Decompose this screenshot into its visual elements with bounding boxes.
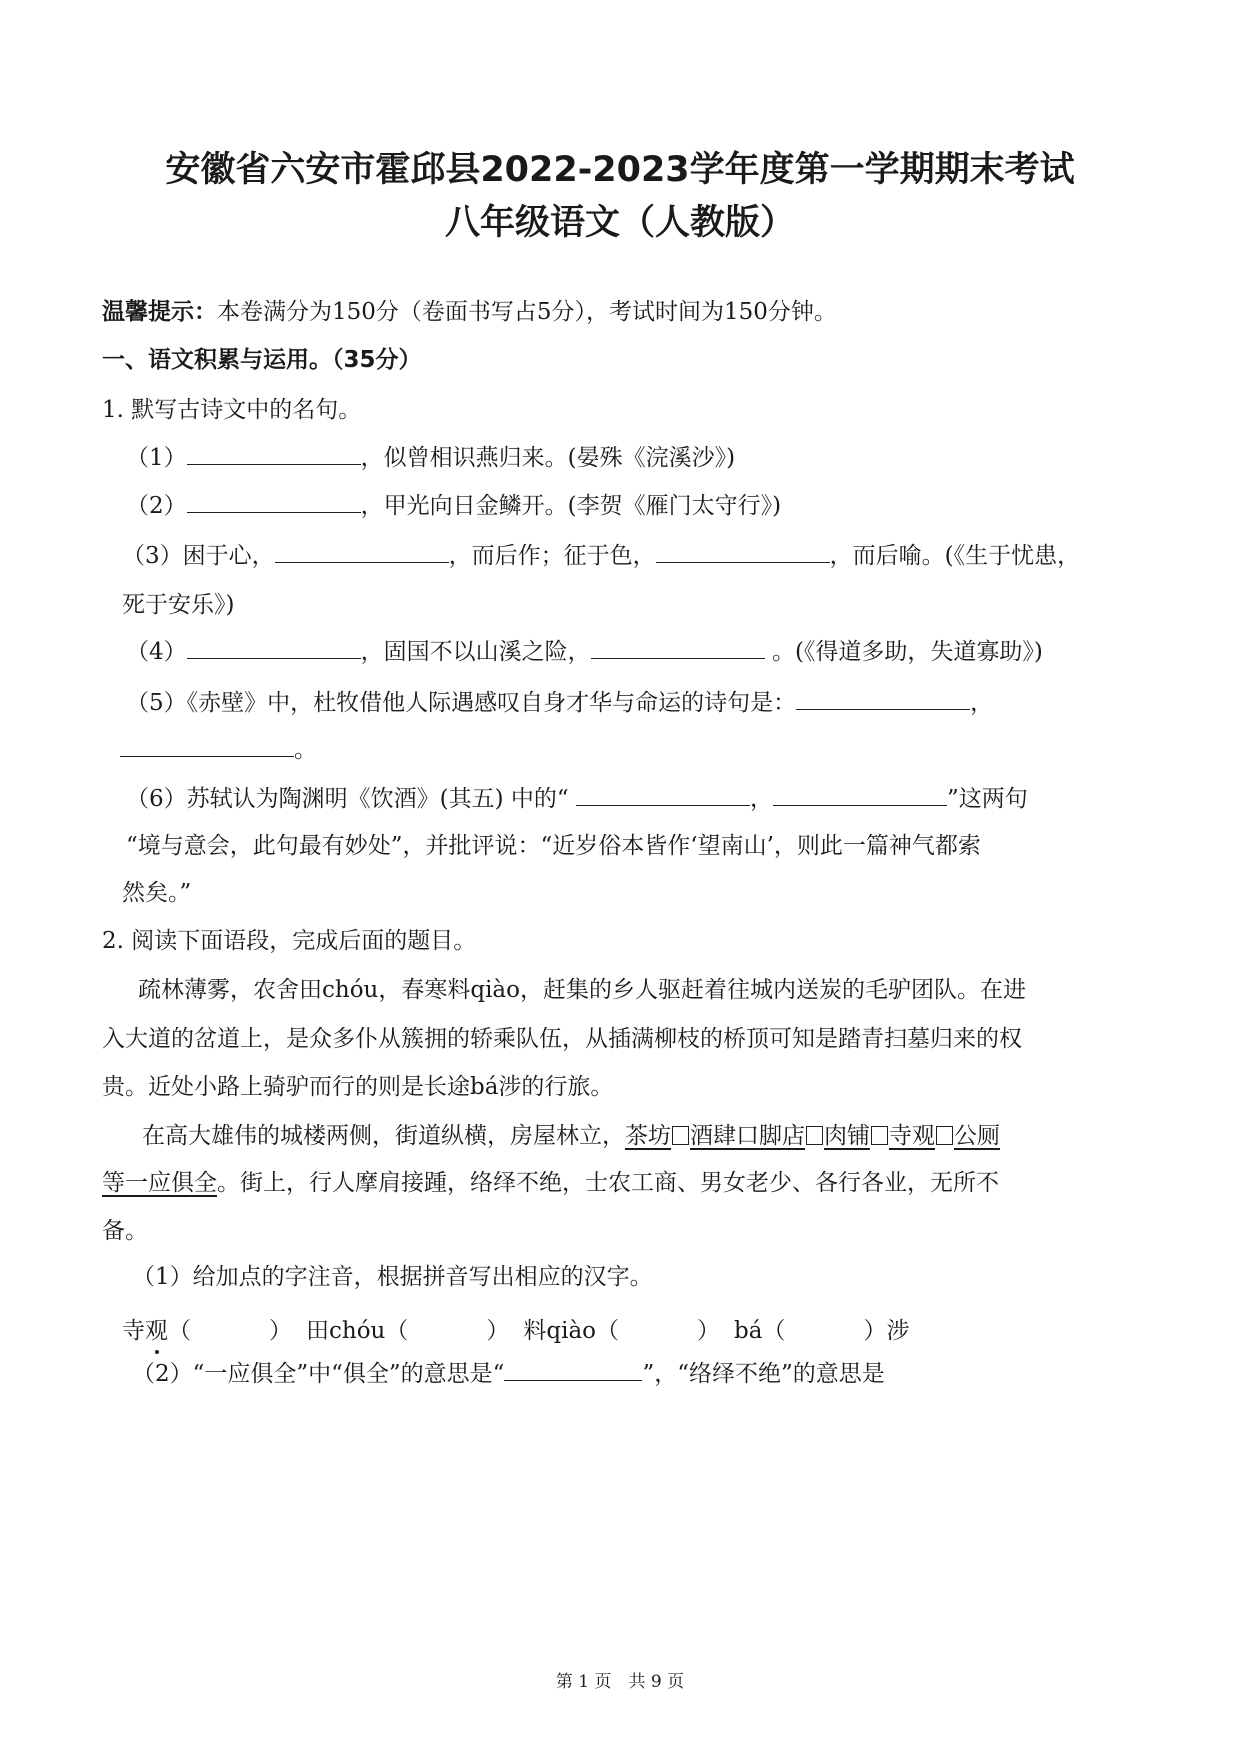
underlined-word: 茶坊 <box>625 1123 671 1149</box>
answer-blank[interactable] <box>120 734 294 757</box>
answer-blank[interactable] <box>576 783 750 806</box>
underlined-word: 酒肆 <box>690 1123 736 1149</box>
q1-item-6-line3: 然矣。” <box>122 880 192 906</box>
item-text: ”这两句 <box>946 786 1028 812</box>
q1-item-3 <box>122 540 1080 571</box>
item-text: ”，“络绎不绝”的意思是 <box>642 1361 885 1387</box>
question-1-stem: 1. 默写古诗文中的名句。 <box>102 397 362 423</box>
item-text: ，而后作；征于色， <box>448 543 656 569</box>
open-paren: （ <box>168 1318 191 1344</box>
passage-paragraph-1-line3: 贵。近处小路上骑驴而行的则是长途bá涉的行旅。 <box>102 1074 614 1100</box>
open-paren: （ <box>762 1318 786 1344</box>
item-number: （4） <box>126 639 187 665</box>
answer-blank[interactable] <box>504 1358 642 1381</box>
notice-label: 温馨提示： <box>102 299 217 325</box>
answer-blank[interactable] <box>656 540 830 563</box>
underlined-text <box>625 1123 1000 1149</box>
pinyin-row <box>122 1316 909 1346</box>
answer-blank[interactable] <box>275 540 449 563</box>
punctuation-box[interactable] <box>936 1126 953 1145</box>
pinyin-word: 田chóu <box>306 1318 386 1344</box>
q1-item-6-line2: “境与意会，此句最有妙处”，并批评说：“近岁俗本皆作‘望南山’，则此一篇神气都索 <box>126 833 981 859</box>
q1-item-2 <box>126 490 781 521</box>
pinyin-word <box>122 1318 168 1344</box>
open-paren: （ <box>385 1318 409 1344</box>
answer-blank[interactable] <box>773 783 947 806</box>
item-text: ， <box>749 786 773 812</box>
q1-item-5 <box>126 687 993 718</box>
answer-blank[interactable] <box>796 687 970 710</box>
exam-subtitle: 八年级语文（人教版） <box>444 203 795 243</box>
notice <box>102 297 837 327</box>
word-char: 寺 <box>122 1318 145 1344</box>
item-text: ，而后喻。(《生于忧患， <box>829 543 1081 569</box>
underlined-word: 口脚店 <box>736 1123 805 1149</box>
item-text: ，甲光向日金鳞开。(李贺《雁门太守行》) <box>360 493 782 519</box>
passage-paragraph-1-line2: 入大道的岔道上，是众多仆从簇拥的轿乘队伍，从插满柳枝的桥顶可知是踏青扫墓归来的权 <box>102 1026 1022 1052</box>
underlined-word: 公厕 <box>954 1123 1000 1149</box>
item-text: （2）“一应俱全”中“俱全”的意思是“ <box>132 1361 505 1387</box>
close-paren: ） <box>863 1318 887 1344</box>
word-char: 涉 <box>886 1318 910 1344</box>
q1-item-5-cont <box>120 734 317 765</box>
answer-blank[interactable] <box>187 490 361 513</box>
question-2-stem: 2. 阅读下面语段，完成后面的题目。 <box>102 928 477 954</box>
passage-text: 。街上，行人摩肩接踵，络绎不绝，士农工商、男女老少、各行各业，无所不 <box>217 1170 999 1196</box>
underlined-word: 寺观 <box>889 1123 935 1149</box>
q1-item-6 <box>126 783 1028 814</box>
q2-subquestion-2 <box>132 1358 885 1389</box>
open-paren: （ <box>596 1318 619 1344</box>
item-text: ，固国不以山溪之险， <box>360 639 591 665</box>
notice-text: 本卷满分为150分（卷面书写占5分），考试时间为150分钟。 <box>217 299 837 325</box>
item-text: 。(《得道多助，失道寡助》) <box>764 639 1043 665</box>
q2-subquestion-1: （1）给加点的字注音，根据拼音写出相应的汉字。 <box>132 1264 653 1290</box>
underlined-word: 等一应俱全 <box>102 1170 217 1196</box>
answer-blank[interactable] <box>187 636 361 659</box>
q1-item-4 <box>126 636 1043 667</box>
passage-paragraph-2-line3: 备。 <box>102 1218 148 1244</box>
item-text: （6）苏轼认为陶渊明《饮酒》(其五) 中的“ <box>126 786 576 812</box>
passage-paragraph-2-line2 <box>102 1168 999 1198</box>
close-paren: ） <box>269 1318 292 1344</box>
answer-blank[interactable] <box>591 636 765 659</box>
punctuation-box[interactable] <box>672 1126 689 1145</box>
passage-paragraph-2-line1 <box>142 1121 1000 1151</box>
pinyin-word: 料qiào <box>523 1318 596 1344</box>
exam-title: 安徽省六安市霍邱县2022-2023学年度第一学期期末考试 <box>165 150 1075 190</box>
pinyin-word: bá <box>734 1318 763 1344</box>
passage-paragraph-1-line1: 疏林薄雾，农舍田chóu，春寒料qiào，赶集的乡人驱赶着往城内送炭的毛驴团队。在进 <box>138 977 1026 1003</box>
item-text: ， <box>970 690 994 716</box>
q1-item-1 <box>126 442 735 473</box>
section-heading: 一、语文积累与运用。（35分） <box>102 347 422 373</box>
close-paren: ） <box>486 1318 510 1344</box>
item-text: 。 <box>294 737 317 763</box>
punctuation-box[interactable] <box>871 1126 888 1145</box>
dotted-char: 观 <box>145 1318 168 1344</box>
q1-item-3-cont: 死于安乐》) <box>122 592 235 618</box>
underlined-word: 肉铺 <box>824 1123 870 1149</box>
answer-blank[interactable] <box>187 442 361 465</box>
passage-text: 在高大雄伟的城楼两侧，街道纵横，房屋林立， <box>142 1123 625 1149</box>
item-text: （5）《赤壁》中，杜牧借他人际遇感叹自身才华与命运的诗句是： <box>126 690 797 716</box>
item-number: （1） <box>126 445 187 471</box>
item-text: ，似曾相识燕归来。(晏殊《浣溪沙》) <box>360 445 736 471</box>
close-paren: ） <box>697 1318 720 1344</box>
item-number: （2） <box>126 493 187 519</box>
page-footer: 第 1 页 共 9 页 <box>555 1672 685 1692</box>
item-text: （3）困于心， <box>122 543 275 569</box>
punctuation-box[interactable] <box>806 1126 823 1145</box>
